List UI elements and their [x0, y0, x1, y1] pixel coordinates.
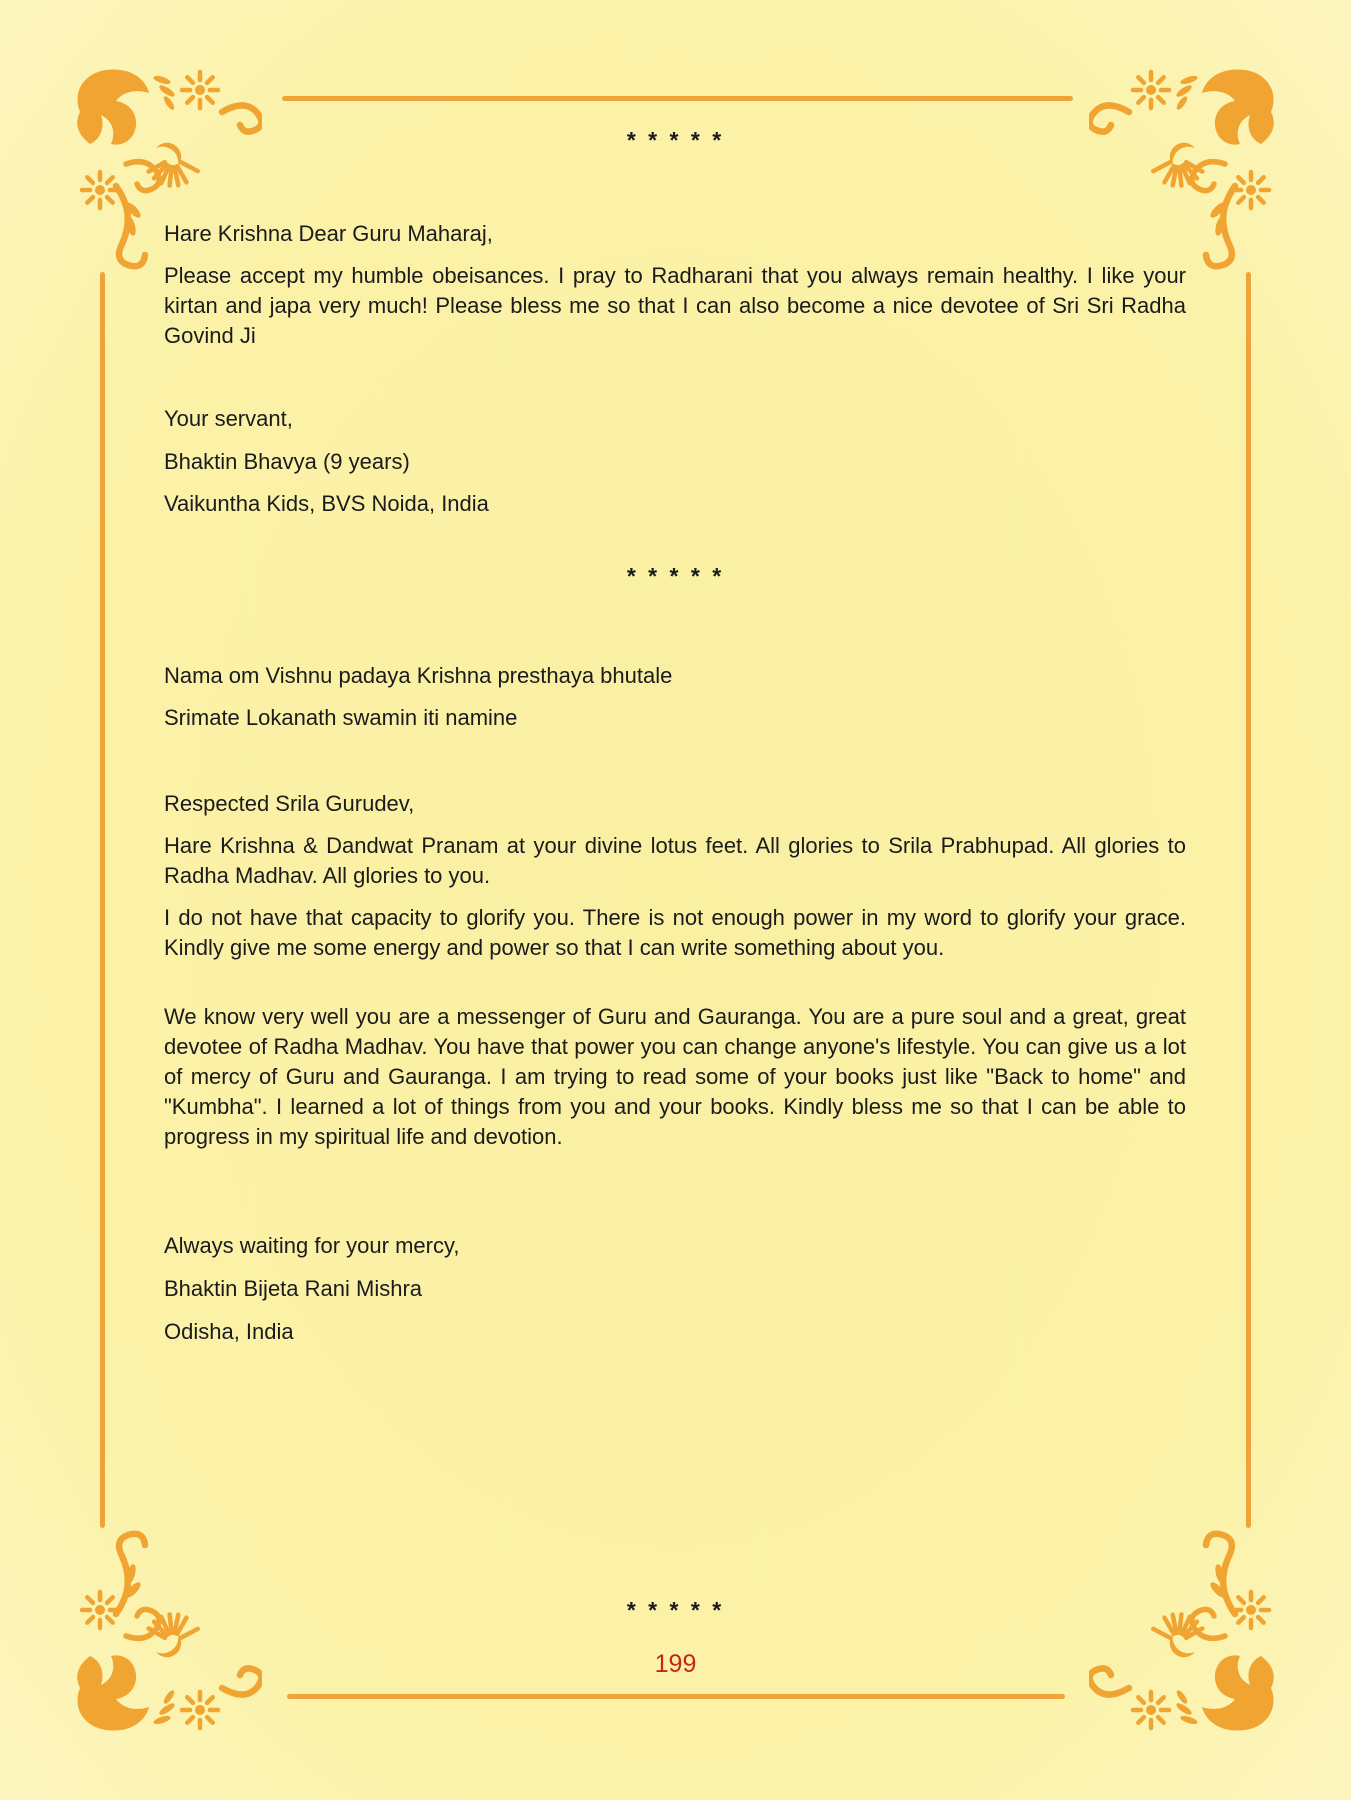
letter2-closing: Always waiting for your mercy,: [164, 1233, 460, 1258]
floral-corner-ornament-icon: [70, 1530, 262, 1734]
letter2-invocation-line2: Srimate Lokanath swamin iti namine: [164, 705, 518, 730]
frame-border-bottom: [287, 1694, 1065, 1699]
letter2-paragraph: We know very well you are a messenger of Guru and Gauranga. You are a pure soul and a great, great devotee of Radha Madhav. You have that power you can change anyone's lifestyle. You can give us a lot of mercy of Guru and Gauranga. I am trying to read some of your books just like "Back to home" and "Kumbha". I learned a lot of things from you and your books. Kindly bless me so that I can be able to progress in my spiritual life and devotion.: [164, 1004, 1186, 1149]
letter2-location: Odisha, India: [164, 1319, 294, 1344]
letter1-signature: Bhaktin Bhavya (9 years): [164, 449, 410, 474]
letter2-paragraph: Hare Krishna & Dandwat Pranam at your divine lotus feet. All glories to Srila Prabhupad. All glories to Radha Madhav. All glories to you.: [164, 833, 1186, 888]
section-separator: * * * * *: [626, 127, 725, 153]
frame-border-top: [282, 96, 1073, 101]
letter2-invocation-line1: Nama om Vishnu padaya Krishna presthaya bhutale: [164, 663, 673, 688]
letter1-paragraph: Please accept my humble obeisances. I pray to Radharani that you always remain healthy. I like your kirtan and japa very much! Please bless me so that I can also become a nice devotee of Sri Sri Radha Govind Ji: [164, 263, 1186, 348]
letter1-closing: Your servant,: [164, 406, 293, 431]
letter2-paragraph: I do not have that capacity to glorify you. There is not enough power in my word to glorify your grace. Kindly give me some energy and power so that I can write something about you.: [164, 905, 1186, 960]
letter2-signature: Bhaktin Bijeta Rani Mishra: [164, 1276, 423, 1301]
letter1-salutation: Hare Krishna Dear Guru Maharaj,: [164, 221, 493, 246]
frame-border-right: [1246, 272, 1251, 1528]
letter2-salutation: Respected Srila Gurudev,: [164, 791, 415, 816]
page-number: 199: [654, 1650, 697, 1678]
letter1-location: Vaikuntha Kids, BVS Noida, India: [164, 491, 489, 516]
section-separator: * * * * *: [626, 1597, 725, 1623]
section-separator: * * * * *: [626, 563, 725, 589]
frame-border-left: [100, 272, 105, 1528]
floral-corner-ornament-icon: [1089, 1530, 1281, 1734]
